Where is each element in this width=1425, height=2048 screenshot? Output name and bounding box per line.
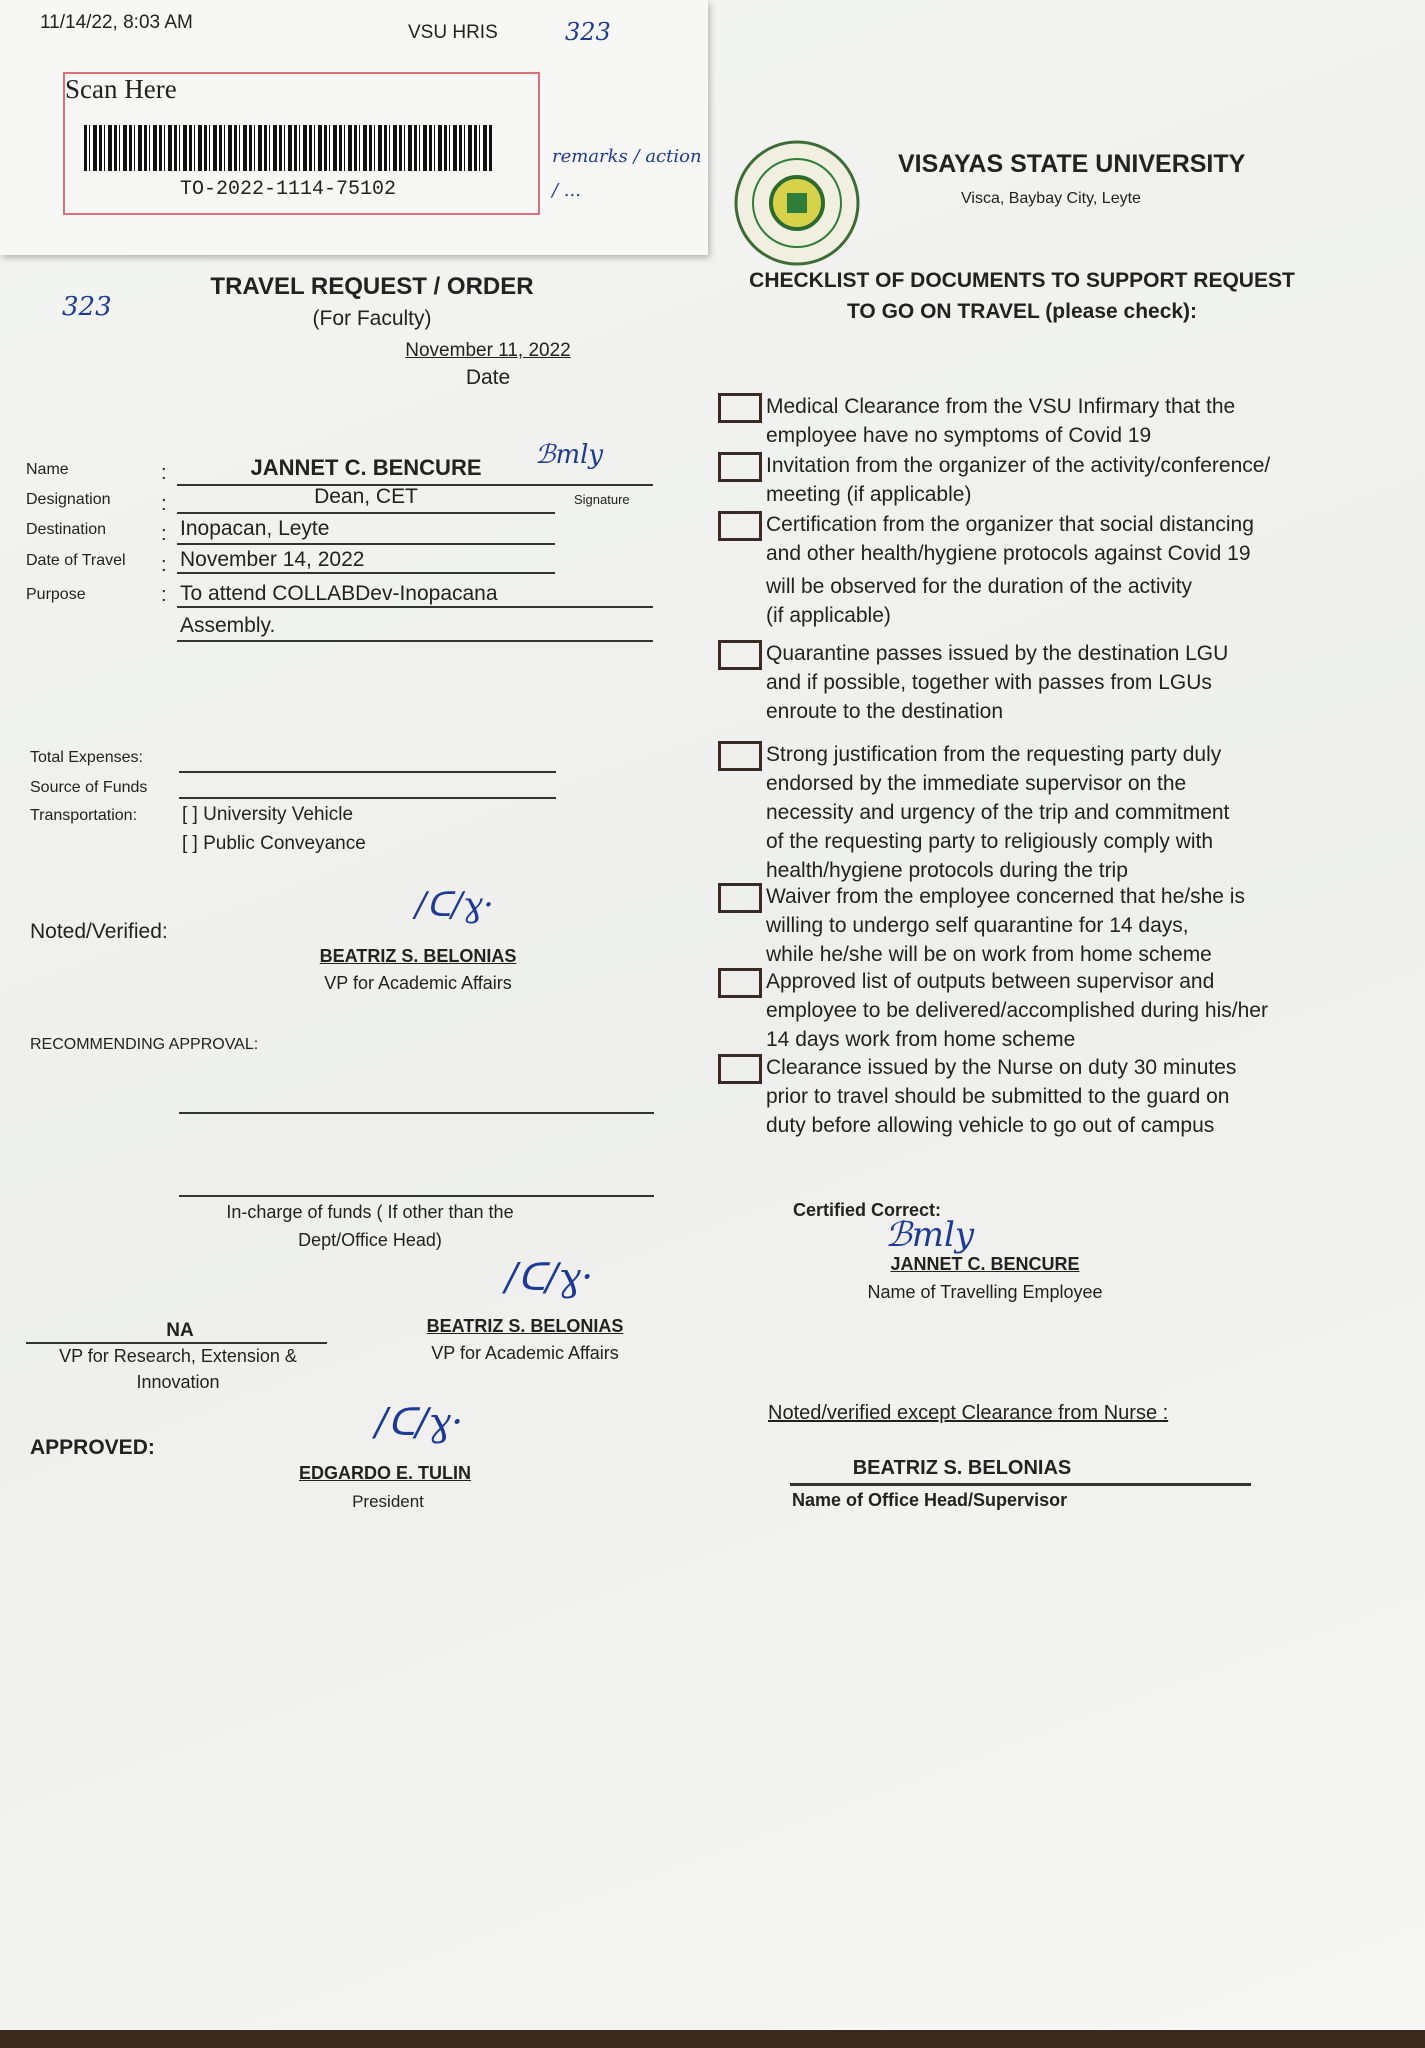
checklist-item-text: and if possible, together with passes from LGUs [766, 671, 1212, 694]
barcode-icon [84, 125, 492, 171]
checkbox[interactable] [718, 640, 762, 670]
name-label: Name [26, 461, 69, 478]
checklist-item-text: Medical Clearance from the VSU Infirmary that the [766, 395, 1236, 418]
checklist-item-text: Quarantine passes issued by the destination LGU [766, 642, 1229, 665]
form-date: November 11, 2022 [405, 340, 571, 361]
purpose-value: To attend COLLABDev-Inopacana [180, 582, 498, 605]
checkbox[interactable] [718, 393, 762, 423]
checklist-item-text: Approved list of outputs between supervisor and [766, 970, 1215, 993]
system-name: VSU HRIS [408, 22, 498, 43]
purpose-value-line2: Assembly. [180, 614, 276, 637]
employee-caption: Name of Travelling Employee [867, 1282, 1103, 1302]
noted-except-label: Noted/verified except Clearance from Nurse : [768, 1402, 1169, 1424]
checklist-item-text: necessity and urgency of the trip and commitment [766, 801, 1230, 824]
checkbox[interactable] [718, 968, 762, 998]
university-name: VISAYAS STATE UNIVERSITY [898, 150, 1246, 178]
checkbox[interactable] [718, 452, 762, 482]
noted-title: VP for Academic Affairs [324, 973, 512, 993]
checklist-item-text: prior to travel should be submitted to the guard on [766, 1085, 1230, 1108]
transportation-label: Transportation: [30, 807, 138, 824]
designation-value: Dean, CET [314, 485, 418, 508]
noted-name: BEATRIZ S. BELONIAS [319, 946, 517, 966]
checklist-item-text: Waiver from the employee concerned that he/she is [766, 885, 1245, 908]
vpaa-title: VP for Academic Affairs [431, 1343, 619, 1363]
checklist-item-text: will be observed for the duration of the activity [766, 575, 1193, 598]
checkbox[interactable] [718, 511, 762, 541]
president-title: President [352, 1492, 424, 1511]
incharge-caption-2: Dept/Office Head) [298, 1230, 442, 1250]
vp-research-name: NA [166, 1320, 194, 1341]
date-label: Date [465, 366, 511, 389]
checklist-item-text: Strong justification from the requesting party duly [766, 743, 1222, 766]
handwritten-number: 323 [565, 18, 611, 46]
name-value: JANNET C. BENCURE [250, 455, 482, 480]
checklist-item-text: employee to be delivered/accomplished during his/her [766, 999, 1268, 1022]
vpaa-name: BEATRIZ S. BELONIAS [426, 1316, 624, 1336]
employee-name: JANNET C. BENCURE [890, 1254, 1080, 1274]
supervisor-name: BEATRIZ S. BELONIAS [852, 1457, 1072, 1479]
president-name: EDGARDO E. TULIN [298, 1463, 472, 1483]
vp-research-title: VP for Research, Extension & [59, 1346, 297, 1366]
checklist-item-text: health/hygiene protocols during the trip [766, 859, 1128, 882]
handwritten-note: remarks / action / ... [552, 146, 702, 201]
checklist-title: CHECKLIST OF DOCUMENTS TO SUPPORT REQUEST [749, 269, 1295, 292]
noted-verified-label: Noted/Verified: [30, 920, 168, 943]
date-of-travel-value: November 14, 2022 [180, 548, 365, 571]
vp-research-title-2: Innovation [136, 1372, 220, 1392]
checklist-item-text: (if applicable) [766, 604, 891, 627]
checkbox[interactable] [718, 883, 762, 913]
checklist-item-text: of the requesting party to religiously comply with [766, 830, 1214, 853]
signature-mark: /ᑕ∕ɣ· [375, 1400, 464, 1444]
checklist-item-text: endorsed by the immediate supervisor on the [766, 772, 1187, 795]
designation-label: Designation [26, 491, 111, 508]
university-address: Visca, Baybay City, Leyte [961, 190, 1141, 207]
checklist-item-text: meeting (if applicable) [766, 483, 972, 506]
public-conveyance-option[interactable]: [ ] Public Conveyance [182, 833, 366, 854]
destination-value: Inopacan, Leyte [180, 517, 330, 540]
signature-mark: ℬmly [885, 1215, 975, 1255]
university-vehicle-option[interactable]: [ ] University Vehicle [182, 804, 354, 825]
checklist-item-text: while he/she will be on work from home scheme [766, 943, 1212, 966]
checklist-item-text: enroute to the destination [766, 700, 1004, 723]
signature-mark: /ᑕ∕ɣ· [415, 885, 494, 925]
checklist-item-text: 14 days work from home scheme [766, 1028, 1076, 1051]
signature-mark: ℬmly [535, 440, 604, 470]
destination-label: Destination [26, 521, 107, 538]
checklist-item-text: Clearance issued by the Nurse on duty 30 minutes [766, 1056, 1237, 1079]
hris-slip [0, 0, 708, 255]
document-page: 11/14/22, 8:03 AM VSU HRIS 323 Scan Here TO-2022-1114-75102 remarks / action / ... VISAYAS STATE UNIVERSITY Visca, Baybay City, Leyte 323 TRAVEL REQUEST / ORDER (For Faculty) November 11, 2022 Date Name Designation Destination Date of Travel Purpose : : : : : JANNET C. BENCURE ℬmly Signature Dean, CET Inopacan, Leyte November 14, 2022 To attend COLLABDev-Inopacana Assembly. Total Expenses: Source of Funds Transportation: [ ] University Vehicle [ ] Public Conveyance Noted/Verified: BEATRIZ S. BELONIAS VP for Academic Affairs /ᑕ∕ɣ· RECOMMENDING APPROVAL: In-charge of funds ( If other than the Dept/Office Head) NA VP for Research, Extension & Innovation BEATRIZ S. BELONIAS VP for Academic Affairs /ᑕ∕ɣ· APPROVED: EDGARDO E. TULIN President /ᑕ∕ɣ· CHECKLIST OF DOCUMENTS TO SUPPORT REQUEST TO GO ON TRAVEL (please check): Medical Clearance from the VSU Infirmary that the employee have no symptoms of Covid 19 Invitation from the organizer of the activity/conference/ meeting (if applicable) Certification from the organizer that social distancing and other health/hygiene protocols against Covid 19 will be observed for the duration of the activity (if applicable) Quarantine passes issued by the destination LGU and if possible, together with passes from LGUs enroute to the destination Strong justification from the requesting party duly endorsed by the immediate supervisor on the necessity and urgency of the trip and commitment of the requesting party to religiously comply with health/hygiene protocols during the trip Waiver from the employee concerned that he/she is willing to undergo self quarantine for 14 days, while he/she will be on work from home scheme Approved list of outputs between supervisor and employee to be delivered/accomplished during his/her 14 days work from home scheme Clearance issued by the Nurse on duty 30 minutes prior to travel should be submitted to the guard on duty before allowing vehicle to go out of campus Certified Correct: JANNET C. BENCURE Name of Travelling Employee ℬmly Noted/verified except Clearance from Nurse : BEATRIZ S. BELONIAS Name of Office Head/Supervisor [0, 0, 1425, 2030]
date-of-travel-label: Date of Travel [26, 552, 126, 569]
supervisor-caption: Name of Office Head/Supervisor [792, 1490, 1068, 1510]
recommending-approval-label: RECOMMENDING APPROVAL: [30, 1036, 259, 1053]
checklist-item-text: and other health/hygiene protocols against Covid 19 [766, 542, 1251, 565]
barcode-number: TO-2022-1114-75102 [179, 178, 397, 201]
signature-label: Signature [574, 492, 630, 507]
scan-label: Scan Here [65, 74, 177, 104]
checkbox[interactable] [718, 741, 762, 771]
source-of-funds-label: Source of Funds [30, 779, 148, 796]
purpose-label: Purpose [26, 586, 86, 603]
checklist-item-text: Certification from the organizer that social distancing [766, 513, 1254, 536]
university-seal-icon [733, 140, 861, 266]
checklist-item-text: willing to undergo self quarantine for 14 days, [766, 914, 1189, 937]
checklist-item-text: duty before allowing vehicle to go out of campus [766, 1114, 1215, 1137]
handwritten-number: 323 [62, 292, 112, 322]
checklist-title-2: TO GO ON TRAVEL (please check): [846, 300, 1198, 323]
checklist-item-text: employee have no symptoms of Covid 19 [766, 424, 1152, 447]
timestamp: 11/14/22, 8:03 AM [40, 12, 193, 33]
approved-label: APPROVED: [30, 1436, 155, 1459]
checklist-item-text: Invitation from the organizer of the activity/conference/ [766, 454, 1271, 477]
incharge-caption: In-charge of funds ( If other than the [226, 1202, 514, 1222]
total-expenses-label: Total Expenses: [30, 749, 143, 766]
form-subtitle: (For Faculty) [312, 307, 432, 330]
certified-correct-label: Certified Correct: [793, 1200, 942, 1220]
signature-mark: /ᑕ∕ɣ· [505, 1255, 594, 1299]
checkbox[interactable] [718, 1054, 762, 1084]
form-title: TRAVEL REQUEST / ORDER [210, 273, 534, 300]
